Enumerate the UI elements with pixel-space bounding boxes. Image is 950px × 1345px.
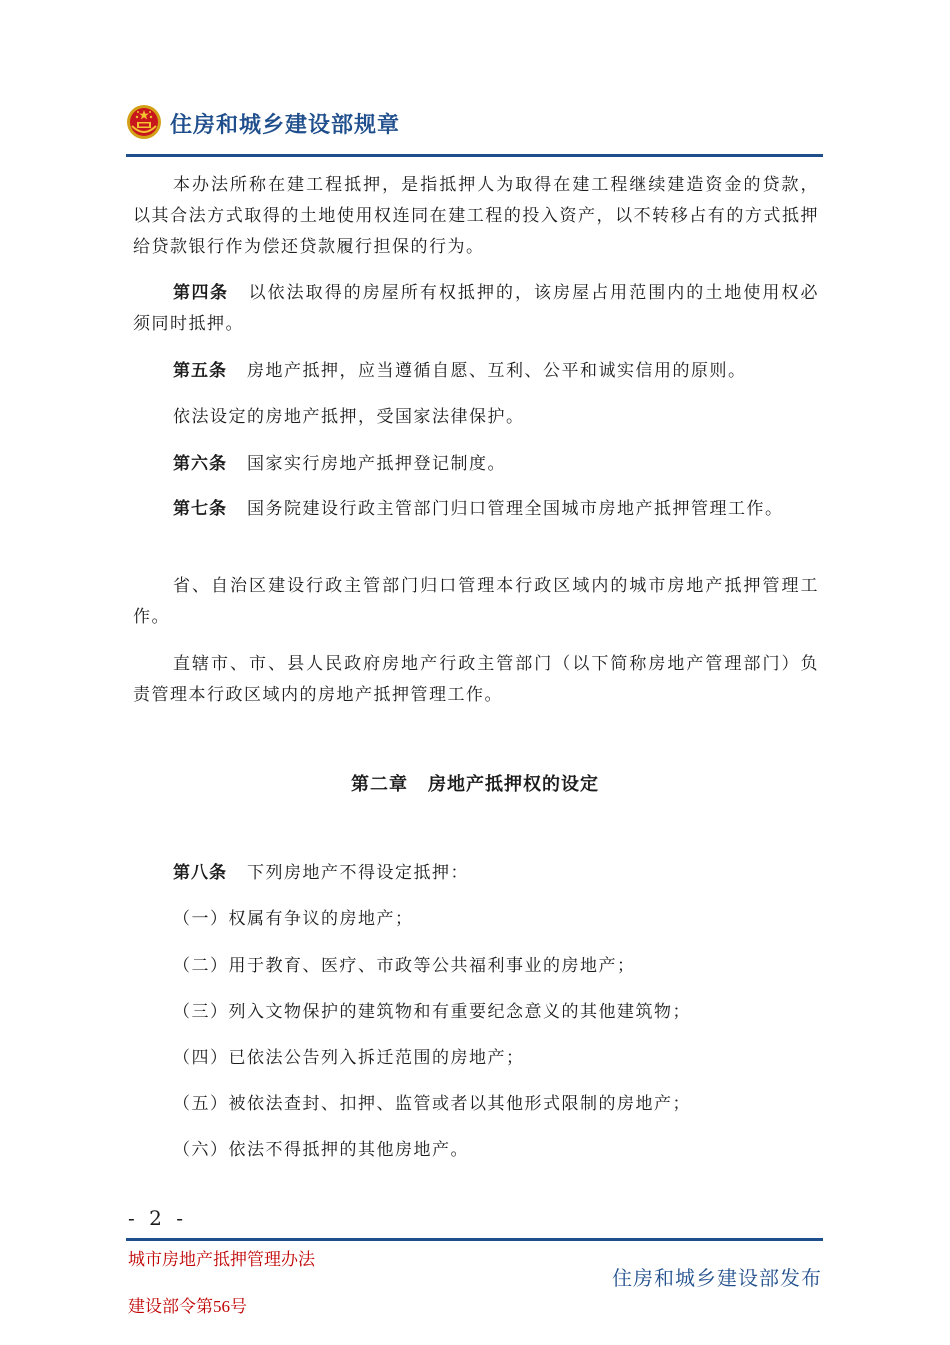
footer-divider — [126, 1238, 823, 1241]
paragraph-text: 下列房地产不得设定抵押： — [247, 863, 469, 883]
chapter-title: 房地产抵押权的设定 — [428, 774, 599, 795]
page-header — [126, 104, 823, 154]
national-emblem-icon — [126, 104, 162, 140]
list-item-text: （五）被依法查封、扣押、监管或者以其他形式限制的房地产； — [173, 1094, 691, 1114]
paragraph-text: 直辖市、市、县人民政府房地产行政主管部门（以下简称房地产管理部门）负责管理本行政区域内的房地产抵押管理工作。 — [133, 654, 819, 705]
list-item-text: （六）依法不得抵押的其他房地产。 — [173, 1140, 469, 1160]
paragraph-provincial — [133, 571, 819, 633]
header-divider — [126, 154, 823, 157]
paragraph-legal-protection — [133, 402, 819, 433]
list-item — [133, 1135, 819, 1166]
list-item-text: （二）用于教育、医疗、市政等公共福利事业的房地产； — [173, 956, 636, 976]
chapter-number: 第二章 — [351, 774, 408, 795]
paragraph-article-7 — [133, 494, 819, 525]
paragraph-text: 省、自治区建设行政主管部门归口管理本行政区域内的城市房地产抵押管理工作。 — [133, 576, 819, 627]
paragraph-text: 国务院建设行政主管部门归口管理全国城市房地产抵押管理工作。 — [247, 499, 784, 519]
list-item — [133, 951, 819, 982]
list-item — [133, 904, 819, 935]
footer-publisher: 住房和城乡建设部发布 — [612, 1266, 822, 1290]
paragraph-construction-mortgage — [133, 170, 819, 263]
article-number: 第六条 — [173, 454, 227, 474]
article-number: 第七条 — [173, 499, 227, 519]
paragraph-text: 国家实行房地产抵押登记制度。 — [247, 454, 506, 474]
article-number: 第八条 — [173, 863, 227, 883]
list-item — [133, 1043, 819, 1074]
list-item-text: （三）列入文物保护的建筑物和有重要纪念意义的其他建筑物； — [173, 1002, 691, 1022]
chapter-heading — [0, 770, 950, 796]
paragraph-text: 房地产抵押，应当遵循自愿、互利、公平和诚实信用的原则。 — [247, 361, 747, 381]
article-number: 第四条 — [173, 283, 229, 303]
paragraph-article-6 — [133, 449, 819, 480]
footer-doc-title: 城市房地产抵押管理办法 — [128, 1250, 315, 1269]
list-item-text: （一）权属有争议的房地产； — [173, 909, 414, 929]
paragraph-article-5 — [133, 356, 819, 387]
paragraph-text: 本办法所称在建工程抵押，是指抵押人为取得在建工程继续建造资金的贷款，以其合法方式取得的土地使用权连同在建工程的投入资产，以不转移占有的方式抵押给贷款银行作为偿还贷款履行担保的行为。 — [133, 175, 819, 257]
paragraph-article-8 — [133, 858, 819, 889]
paragraph-municipal — [133, 649, 819, 711]
paragraph-text: 依法设定的房地产抵押，受国家法律保护。 — [173, 407, 525, 427]
header-title: 住房和城乡建设部规章 — [170, 113, 401, 138]
list-item-text: （四）已依法公告列入拆迁范围的房地产； — [173, 1048, 525, 1068]
list-item — [133, 1089, 819, 1120]
list-item — [133, 997, 819, 1028]
paragraph-text: 以依法取得的房屋所有权抵押的，该房屋占用范围内的土地使用权必须同时抵押。 — [133, 283, 819, 334]
paragraph-article-4 — [133, 278, 819, 340]
article-number: 第五条 — [173, 361, 227, 381]
page-number: - 2 - — [128, 1206, 187, 1230]
footer-doc-number: 建设部令第56号 — [128, 1297, 247, 1316]
